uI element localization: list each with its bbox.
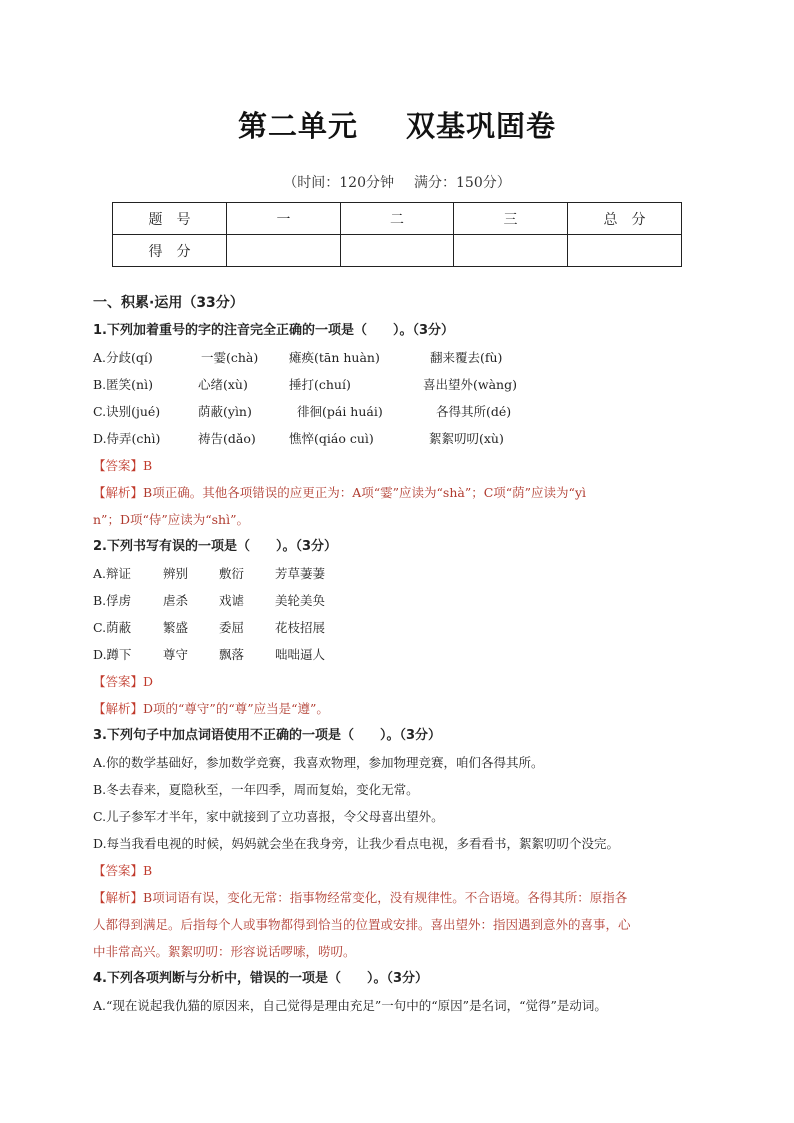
q3-answer	[93, 857, 713, 884]
time-limit: （时间：120分钟	[283, 175, 394, 191]
q2-a-3: 敷衍	[219, 566, 245, 581]
explanation-text: B项词语有误，变化无常：指事物经常变化，没有规律性。不合语境。各得其所：原指各	[143, 890, 628, 905]
q2-b-4: 美轮美奂	[275, 593, 326, 608]
q1-explanation-cont: n”；D项“侍”应读为“shì”。	[93, 512, 249, 527]
answer-value: B	[143, 458, 153, 473]
title-unit: 第二单元	[237, 109, 358, 143]
score-table-score-row	[113, 235, 682, 267]
score-input-total[interactable]	[568, 235, 682, 267]
q2-b-3: 戏谑	[219, 593, 245, 608]
q1-option-row	[93, 371, 713, 398]
answer-tag: 【答案】	[93, 458, 144, 473]
q2-option-row	[93, 560, 713, 587]
q1-option-row	[93, 344, 713, 371]
q1-explanation	[93, 479, 713, 506]
q2-a-2: 辨别	[163, 566, 189, 581]
title-name: 双基巩固卷	[406, 109, 557, 143]
q2-a-4: 芳草萋萋	[275, 566, 326, 581]
explanation-tag: 【解析】	[93, 485, 144, 500]
q1-d-2: 祷告(dǎo)	[198, 431, 256, 446]
q3-option-b: B.冬去春来，夏隐秋至，一年四季，周而复始，变化无常。	[93, 782, 419, 797]
q1-b-4: 喜出望外(wàng)	[423, 377, 517, 392]
q2-c-3: 委屈	[219, 620, 245, 635]
q2-option-row	[93, 641, 713, 668]
q1-a-1: A.分歧(qí)	[93, 350, 153, 365]
q2-b-2: 虐杀	[163, 593, 189, 608]
q2-d-1: D.蹲下	[93, 647, 132, 662]
explanation-tag: 【解析】	[93, 890, 144, 905]
q2-explanation	[93, 695, 713, 722]
q1-b-3: 捶打(chuí)	[289, 377, 351, 392]
q2-c-2: 繁盛	[163, 620, 189, 635]
q2-c-4: 花枝招展	[275, 620, 326, 635]
score-row-label: 得 分	[113, 235, 227, 267]
explanation-text: B项正确。其他各项错误的应更正为：A项“霎”应读为“shà”；C项“荫”应读为“yì	[143, 485, 587, 500]
score-cell-total: 总 分	[568, 203, 682, 235]
full-score: 满分：150分）	[414, 175, 511, 191]
score-cell-part1: 一	[227, 203, 341, 235]
q1-c-3: 徘徊(pái huái)	[297, 404, 383, 419]
page-title	[0, 104, 794, 145]
explanation-text: D项的“尊守”的“尊”应当是“遵”。	[143, 701, 329, 716]
q3-explanation-cont: 人都得到满足。后指每个人或事物都得到恰当的位置或安排。喜出望外：指因遇到意外的喜事，心	[93, 917, 631, 932]
question-3-stem: 3.下列句子中加点词语使用不正确的一项是（ ）。（3分）	[93, 728, 442, 743]
answer-tag: 【答案】	[93, 863, 144, 878]
score-cell-part2: 二	[341, 203, 454, 235]
score-input-2[interactable]	[341, 235, 454, 267]
q1-b-2: 心绪(xù)	[198, 377, 248, 392]
q1-d-4: 絮絮叨叨(xù)	[429, 431, 504, 446]
q1-a-2: 一霎(chà)	[201, 350, 259, 365]
section-heading: 一、积累·运用（33分）	[93, 295, 244, 311]
q2-d-2: 尊守	[163, 647, 189, 662]
q3-option-d: D.每当我看电视的时候，妈妈就会坐在我身旁，让我少看点电视，多看看书，絮絮叨叨个没完。	[93, 836, 620, 851]
q1-d-1: D.侍弄(chì)	[93, 431, 161, 446]
answer-tag: 【答案】	[93, 674, 144, 689]
question-2-stem: 2.下列书写有误的一项是（ ）。（3分）	[93, 539, 338, 554]
q2-option-row	[93, 614, 713, 641]
q1-option-row	[93, 425, 713, 452]
q2-a-1: A.辩证	[93, 566, 132, 581]
q2-d-4: 咄咄逼人	[275, 647, 326, 662]
q3-option-a: A.你的数学基础好，参加数学竞赛，我喜欢物理，参加物理竞赛，咱们各得其所。	[93, 755, 544, 770]
q1-c-4: 各得其所(dé)	[436, 404, 512, 419]
q1-b-1: B.匿笑(nì)	[93, 377, 153, 392]
q2-c-1: C.荫蔽	[93, 620, 132, 635]
q2-option-row	[93, 587, 713, 614]
q2-answer	[93, 668, 713, 695]
q2-d-3: 飘落	[219, 647, 245, 662]
score-input-3[interactable]	[454, 235, 568, 267]
q1-d-3: 憔悴(qiáo cuì)	[289, 431, 374, 446]
question-4-stem: 4.下列各项判断与分析中，错误的一项是（ ）。（3分）	[93, 971, 429, 986]
exam-content	[93, 290, 713, 1019]
score-input-1[interactable]	[227, 235, 341, 267]
q2-b-1: B.俘虏	[93, 593, 132, 608]
score-cell-part3: 三	[454, 203, 568, 235]
score-cell-label: 题 号	[113, 203, 227, 235]
answer-value: B	[143, 863, 153, 878]
q4-option-a: A.“现在说起我仇猫的原因来，自己觉得是理由充足”一句中的“原因”是名词，“觉得”是动词。	[93, 998, 607, 1013]
q1-a-4: 翻来覆去(fù)	[430, 350, 503, 365]
q1-c-1: C.诀别(jué)	[93, 404, 161, 419]
q3-explanation	[93, 884, 713, 911]
score-table-header-row	[113, 203, 682, 235]
question-1-stem: 1.下列加着重号的字的注音完全正确的一项是（ ）。（3分）	[93, 323, 455, 338]
q3-explanation-cont: 中非常高兴。絮絮叨叨：形容说话啰嗦，唠叨。	[93, 944, 356, 959]
q1-answer	[93, 452, 713, 479]
score-table	[112, 202, 682, 267]
q1-a-3: 瘫痪(tān huàn)	[289, 350, 380, 365]
explanation-tag: 【解析】	[93, 701, 144, 716]
answer-value: D	[143, 674, 154, 689]
exam-info	[0, 172, 794, 192]
q1-option-row	[93, 398, 713, 425]
q3-option-c: C.儿子参军才半年，家中就接到了立功喜报，令父母喜出望外。	[93, 809, 444, 824]
q1-c-2: 荫蔽(yìn)	[198, 404, 252, 419]
